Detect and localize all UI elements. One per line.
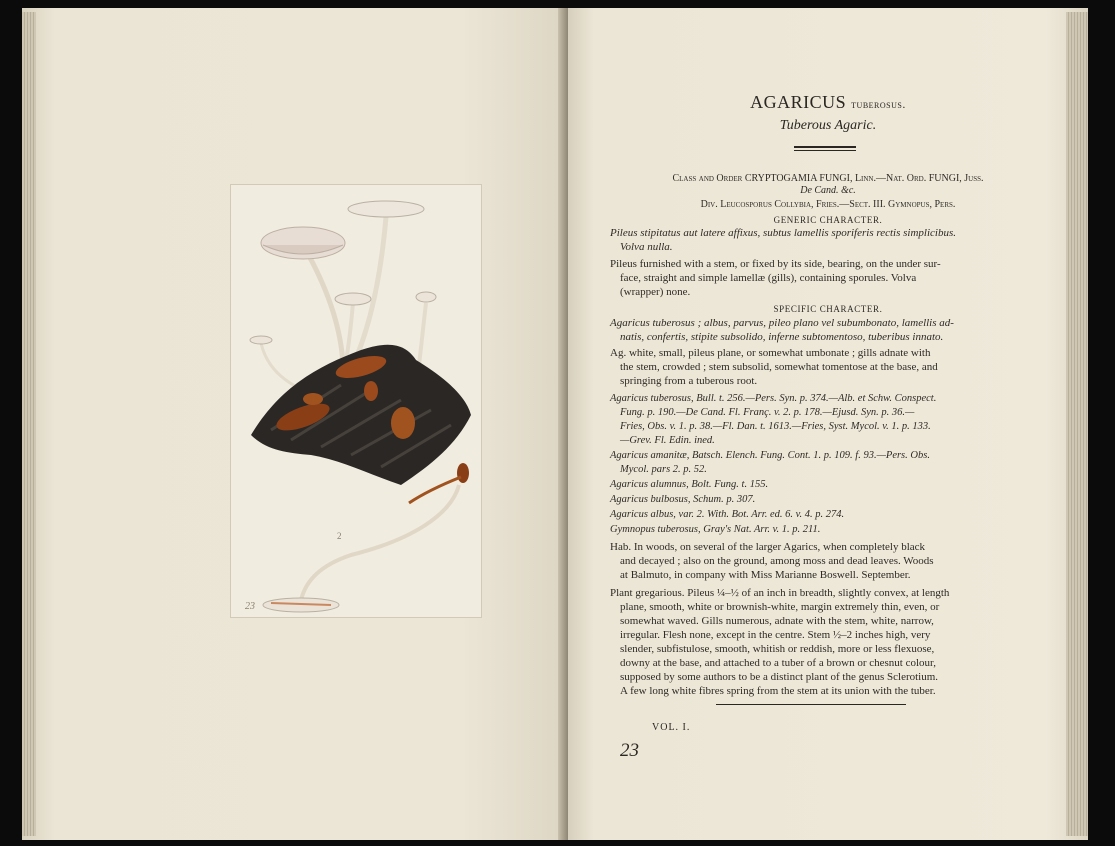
synonym-2: Fung. p. 190.—De Cand. Fl. Franç. v. 2. p. 178.—Ejusd. Syn. p. 36.— <box>620 407 915 418</box>
description-3: somewhat waved. Gills numerous, adnate with the stem, white, narrow, <box>620 615 934 627</box>
common-name: Tuberous Agaric. <box>779 118 877 133</box>
habitat-3: at Balmuto, in company with Miss Marianne Boswell. September. <box>620 569 911 581</box>
mushroom-illustration <box>231 185 481 617</box>
right-page <box>568 8 1088 840</box>
figure-number: 2 <box>337 531 342 541</box>
generic-english-2: face, straight and simple lamellæ (gills), containing sporules. Volva <box>620 272 917 284</box>
description-1: Plant gregarious. Pileus ¼–½ of an inch in breadth, slightly convex, at length <box>610 587 950 599</box>
description-6: downy at the base, and attached to a tuber of a brown or chesnut colour, <box>620 657 937 669</box>
left-page-edges <box>22 12 36 836</box>
specific-english-1: Ag. white, small, pileus plane, or somewhat umbonate ; gills adnate with <box>610 347 931 359</box>
description-2: plane, smooth, white or brownish-white, margin extremely thin, even, or <box>620 601 940 613</box>
left-page <box>22 8 570 840</box>
synonym-8: Agaricus bulbosus, Schum. p. 307. <box>610 494 756 505</box>
open-book <box>10 8 1108 840</box>
classification-line-2: De Cand. &c. <box>800 185 856 196</box>
page-number: 23 <box>620 740 639 761</box>
right-page-edges <box>1066 12 1088 836</box>
generic-english-3: (wrapper) none. <box>620 286 691 298</box>
synonym-9: Agaricus albus, var. 2. With. Bot. Arr. ed. 6. v. 4. p. 274. <box>610 509 845 520</box>
description-5: slender, subfistulose, smooth, whitish or reddish, more or less flexuose, <box>620 643 935 655</box>
synonym-4: —Grev. Fl. Edin. ined. <box>620 435 715 446</box>
synonym-1: Agaricus tuberosus, Bull. t. 256.—Pers. Syn. p. 374.—Alb. et Schw. Conspect. <box>610 393 937 404</box>
species-name: tuberosus. <box>851 97 906 111</box>
title-rule <box>794 146 856 148</box>
plate-number: 23 <box>245 601 255 612</box>
description-4: irregular. Flesh none, except in the centre. Stem ½–2 inches high, very <box>620 629 931 641</box>
specific-english-2: the stem, crowded ; stem subsolid, somewhat tomentose at the base, and <box>620 361 938 373</box>
classification-line-3: Div. Leucosporus Collybia, Fries.—Sect. III. Gymnopus, Pers. <box>700 199 956 210</box>
habitat-1: Hab. In woods, on several of the larger Agarics, when completely black <box>610 541 926 553</box>
specific-latin-2: natis, confertis, stipite subsolido, inferne subtomentoso, tuberibus innato. <box>620 331 944 343</box>
generic-heading: GENERIC CHARACTER. <box>773 215 883 225</box>
generic-english-1: Pileus furnished with a stem, or fixed by its side, bearing, on the under sur- <box>610 258 941 270</box>
habitat-2: and decayed ; also on the ground, among moss and dead leaves. Woods <box>620 555 934 567</box>
genus-name: AGARICUS <box>750 92 847 112</box>
generic-latin-1: Pileus stipitatus aut latere affixus, subtus lamellis sporiferis rectis simplicibus. <box>610 227 956 239</box>
botanical-plate <box>230 184 482 618</box>
synonym-3: Fries, Obs. v. 1. p. 38.—Fl. Dan. t. 1613.—Fries, Syst. Mycol. v. 1. p. 133. <box>620 421 931 432</box>
generic-latin-2: Volva nulla. <box>620 241 673 253</box>
synonym-5: Agaricus amanitæ, Batsch. Elench. Fung. Cont. 1. p. 109. f. 93.—Pers. Obs. <box>610 450 930 461</box>
synonym-10: Gymnopus tuberosus, Gray's Nat. Arr. v. 1. p. 211. <box>610 524 821 535</box>
description-7: supposed by some authors to be a distinct plant of the genus Sclerotium. <box>620 671 939 683</box>
synonym-6: Mycol. pars 2. p. 52. <box>620 464 707 475</box>
specific-heading: SPECIFIC CHARACTER. <box>773 304 883 314</box>
title-rule-thin <box>794 150 856 151</box>
synonym-7: Agaricus alumnus, Bolt. Fung. t. 155. <box>610 479 769 490</box>
description-8: A few long white fibres spring from the stem at its union with the tuber. <box>620 685 936 697</box>
specific-english-3: springing from a tuberous root. <box>620 375 758 387</box>
volume-label: VOL. I. <box>652 722 691 733</box>
species-title <box>568 92 1088 113</box>
specific-latin-1: Agaricus tuberosus ; albus, parvus, pileo plano vel subumbonato, lamellis ad- <box>610 317 954 329</box>
end-rule <box>716 704 906 705</box>
classification-line-1: Class and Order CRYPTOGAMIA FUNGI, Linn.—Nat. Ord. FUNGI, Juss. <box>672 173 984 184</box>
